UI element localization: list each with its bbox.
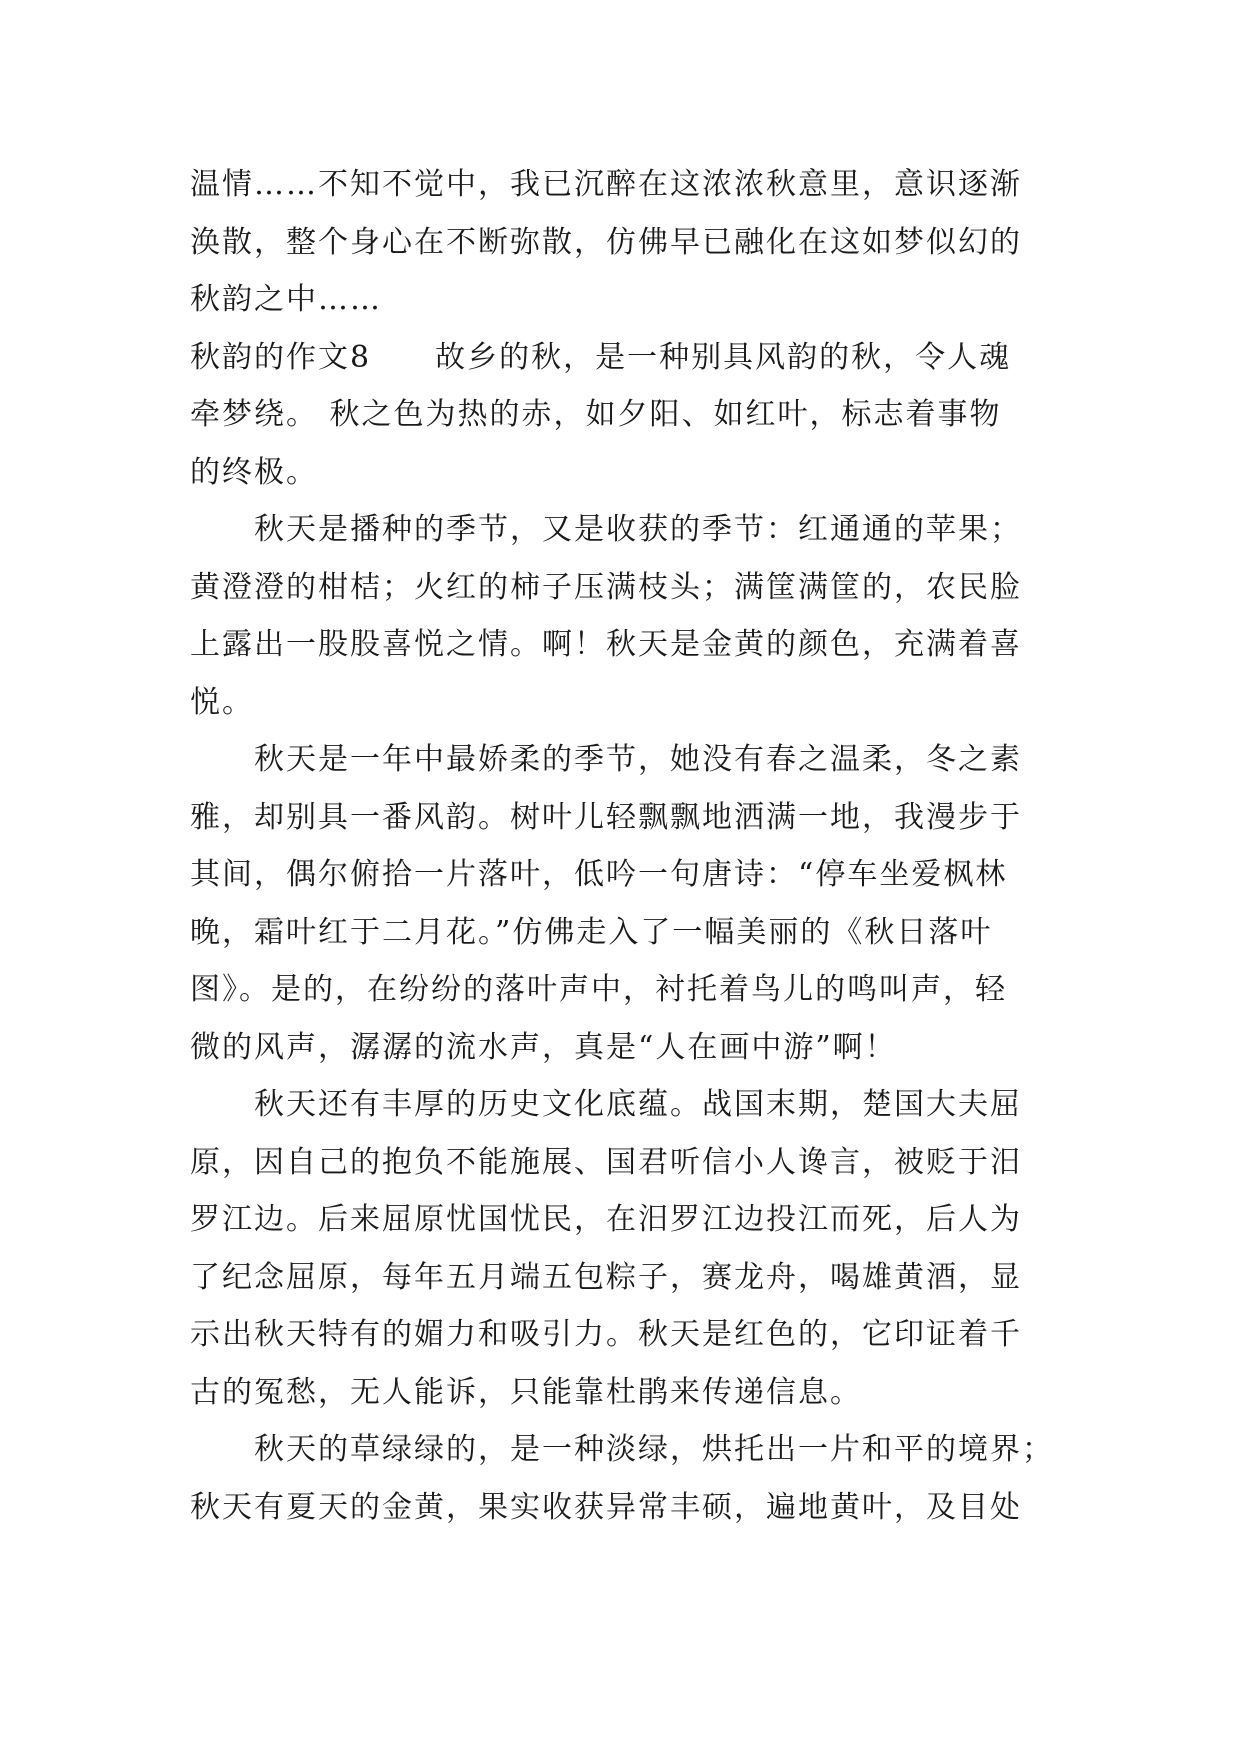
text-line: 牵梦绕。 秋之色为热的赤，如夕阳、如红叶，标志着事物 xyxy=(190,397,1002,432)
text-line: 晚，霜叶红于二月花。”仿佛走入了一幅美丽的《秋日落叶 xyxy=(190,914,993,950)
title-line-text: 故乡的秋，是一种别具风韵的秋，令人魂 xyxy=(435,339,1012,375)
text-line: 其间，偶尔俯拾一片落叶，低吟一句唐诗：“停车坐爱枫林 xyxy=(190,857,1008,892)
paragraph-first-line: 秋天是一年中最娇柔的季节，她没有春之温柔，冬之素 xyxy=(254,742,1022,777)
text-line: 古的冤愁，无人能诉，只能靠杜鹃来传递信息。 xyxy=(190,1374,862,1410)
text-line: 罗江边。后来屈原忧国忧民，在汨罗江边投江而死，后人为 xyxy=(190,1202,1022,1237)
text-line: 雅，却别具一番风韵。树叶儿轻飘飘地洒满一地，我漫步于 xyxy=(190,799,1022,835)
text-line: 了纪念屈原，每年五月端五包粽子，赛龙舟，喝雄黄酒，显 xyxy=(190,1259,1022,1295)
document-body xyxy=(190,156,1060,1536)
text-line: 涣散，整个身心在不断弥散，仿佛早已融化在这如梦似幻的 xyxy=(190,224,1022,260)
text-line: 的终极。 xyxy=(190,454,318,490)
text-line: 秋韵之中…… xyxy=(190,282,382,317)
paragraph-first-line: 秋天是播种的季节，又是收获的季节：红通通的苹果； xyxy=(254,512,1022,547)
text-line: 原，因自己的抱负不能施展、国君听信小人谗言，被贬于汨 xyxy=(190,1144,1022,1180)
text-line: 微的风声，潺潺的流水声，真是“人在画中游”啊！ xyxy=(190,1029,897,1065)
text-line: 上露出一股股喜悦之情。啊！秋天是金黄的颜色，充满着喜 xyxy=(190,627,1022,662)
text-line: 悦。 xyxy=(190,684,254,720)
text-line: 黄澄澄的柑桔；火红的柿子压满枝头；满筐满筐的，农民脸 xyxy=(190,569,1022,605)
essay-title: 秋韵的作文8 xyxy=(190,339,372,375)
text-line: 温情……不知不觉中，我已沉醉在这浓浓秋意里，意识逐渐 xyxy=(190,167,1022,202)
text-line: 图》。是的，在纷纷的落叶声中，衬托着鸟儿的鸣叫声，轻 xyxy=(190,972,1007,1007)
text-line: 示出秋天特有的媚力和吸引力。秋天是红色的，它印证着千 xyxy=(190,1317,1022,1352)
paragraph-first-line: 秋天的草绿绿的，是一种淡绿，烘托出一片和平的境界； xyxy=(254,1432,1054,1467)
text-line: 秋天有夏天的金黄，果实收获异常丰硕，遍地黄叶，及目处 xyxy=(190,1489,1022,1525)
paragraph-first-line: 秋天还有丰厚的历史文化底蕴。战国末期，楚国大夫屈 xyxy=(254,1087,1022,1122)
title-line xyxy=(190,329,1060,387)
